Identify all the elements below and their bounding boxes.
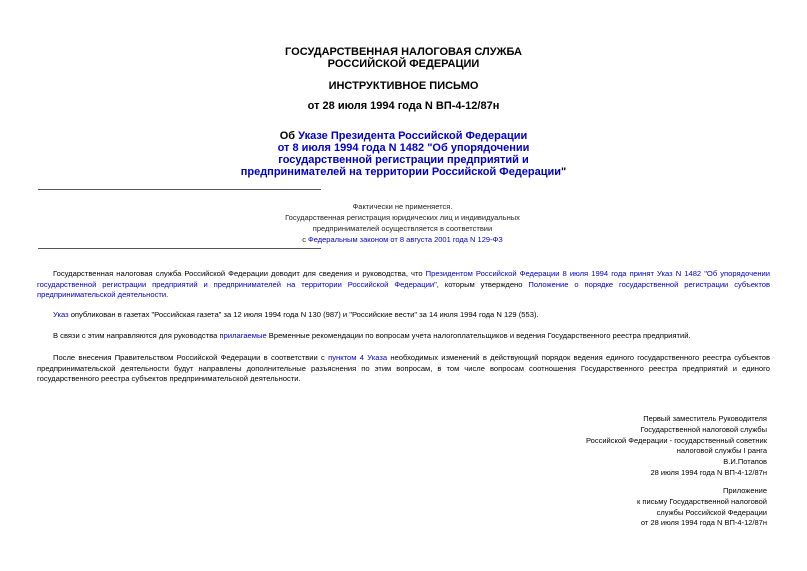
attached-link[interactable]: прилагаемые	[219, 331, 267, 340]
decree-link-line2[interactable]: от 8 июля 1994 года N 1482 "Об упорядочении	[277, 142, 530, 154]
signature-line3: Российской Федерации - государственный советник	[585, 435, 767, 445]
appendix-line4: от 28 июля 1994 года N ВП-4-12/87н	[640, 518, 767, 528]
divider-top	[38, 189, 321, 190]
signature-line2: Государственной налоговой службы	[640, 424, 767, 434]
paragraph-4	[37, 353, 770, 385]
decree-link-line1[interactable]: Указе Президента Российской Федерации	[298, 130, 528, 142]
decree-link-line4[interactable]: предпринимателей на территории Российской Федерации	[240, 166, 562, 178]
divider-bottom	[38, 248, 321, 249]
status-note-line1: Фактически не применяется.	[352, 202, 453, 211]
status-note-prefix: с	[302, 235, 309, 244]
president-decree-link[interactable]: Президентом Российской Федерации 8 июля 1994 года принят Указ N 1482 "Об упорядочении государственной регистрации предприятий и предпринимателей на территории Российской Федерации"	[37, 269, 770, 289]
paragraph-1	[37, 269, 770, 301]
decree-short-link[interactable]: Указ	[53, 310, 69, 319]
paragraph-3	[37, 331, 770, 342]
document-type: ИНСТРУКТИВНОЕ ПИСЬМО	[328, 80, 479, 92]
p4-text-b: необходимых изменений в действующий порядок ведения единого государственного реестра субъектов предпринимательской деятельности будут направлены дополнительные разъяснения по этим вопросам, в том числе вопросам соотношения Государственного реестра предприятий и единого государственного реестра субъектов предпринимательской деятельности.	[37, 353, 771, 383]
p3-text-b: Временные рекомендации по вопросам учета налогоплательщиков и ведения Государственного реестра предприятий.	[266, 331, 691, 340]
appendix-line2: к письму Государственной налоговой	[637, 496, 767, 506]
signature-date: 28 июля 1994 года N ВП-4-12/87н	[650, 467, 767, 477]
clause-4-link[interactable]: пунктом 4 Указа	[328, 353, 388, 362]
document-subject	[0, 130, 807, 178]
paragraph-2	[37, 310, 770, 321]
status-note-line3: предпринимателей осуществляется в соответствии	[312, 224, 493, 233]
signature-block	[560, 414, 767, 479]
p4-text-a: После внесения Правительством Российской Федерации в соответствии с	[53, 353, 329, 362]
appendix-block	[560, 486, 767, 529]
p1-text-b: , которым утверждено	[436, 279, 529, 289]
agency-title	[0, 46, 807, 70]
subject-prefix: Об	[279, 130, 299, 142]
status-note	[230, 201, 575, 245]
regulation-link[interactable]: Положение о порядке государственной регистрации субъектов предпринимательской деятельности	[37, 279, 770, 299]
p3-text-a: В связи с этим направляются для руководства	[53, 331, 220, 340]
status-note-line4	[230, 234, 575, 245]
p1-text-c: .	[166, 290, 169, 299]
document-date: от 28 июля 1994 года N ВП-4-12/87н	[307, 100, 500, 112]
agency-title-line2: РОССИЙСКОЙ ФЕДЕРАЦИИ	[327, 58, 480, 70]
appendix-line1: Приложение	[723, 486, 767, 495]
subject-line1	[0, 130, 807, 142]
agency-title-line1: ГОСУДАРСТВЕННАЯ НАЛОГОВАЯ СЛУЖБА	[285, 46, 522, 58]
status-note-line2: Государственная регистрация юридических лиц и индивидуальных	[285, 213, 520, 222]
signature-line4: налоговой службы I ранга	[676, 446, 767, 456]
signature-line1: Первый заместитель Руководителя	[643, 414, 767, 423]
p1-text-a: Государственная налоговая служба Российской Федерации доводит для сведения и руководства, что	[53, 269, 426, 278]
decree-link-line3[interactable]: государственной регистрации предприятий и	[278, 154, 529, 166]
subject-suffix: "	[561, 166, 567, 178]
signature-name: В.И.Потапов	[723, 457, 767, 467]
appendix-line3: службы Российской Федерации	[656, 507, 767, 517]
p2-text: опубликован в газетах "Российская газета" за 12 июля 1994 года N 130 (987) и "Российские вести" за 14 июля 1994 года N 129 (553).	[68, 310, 539, 319]
federal-law-link[interactable]: Федеральным законом от 8 августа 2001 года N 129-ФЗ	[308, 235, 503, 244]
